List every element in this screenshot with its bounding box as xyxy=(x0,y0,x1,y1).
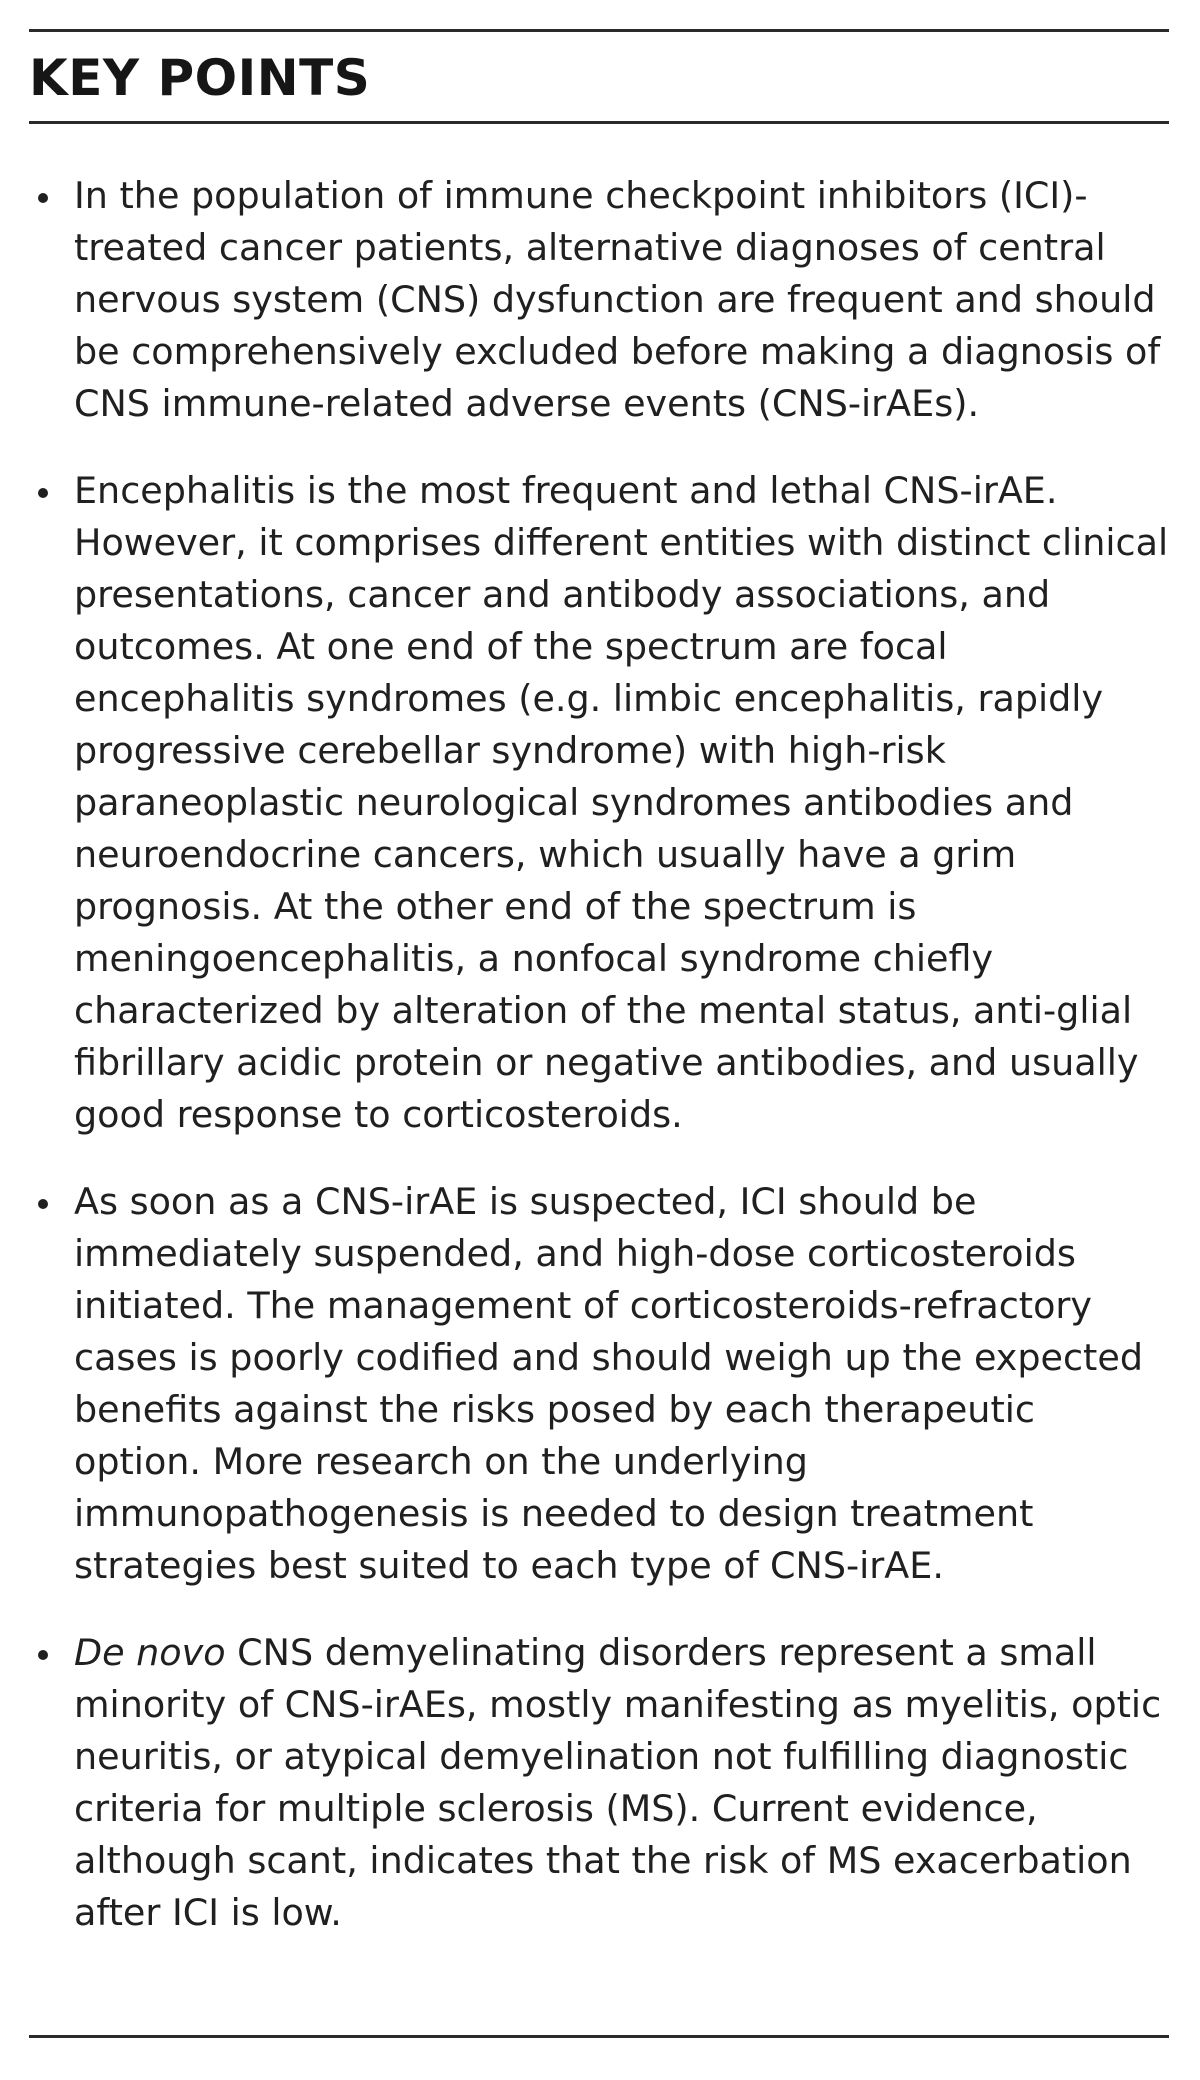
key-points-heading: KEY POINTS xyxy=(29,49,371,107)
heading-underline-rule xyxy=(29,121,1169,124)
key-point-2 xyxy=(29,465,1169,1141)
key-point-3-text: As soon as a CNS-irAE is suspected, ICI should be immediately suspended, and high-dose corticosteroids initiated. The management of corticosteroids-refractory cases is poorly codified and should weigh up the expected benefits against the risks posed by each therapeutic option. More research on the underlying immunopathogenesis is needed to design treatment strategies best suited to each type of CNS-irAE. xyxy=(74,1180,1143,1587)
key-point-1-text: In the population of immune checkpoint inhibitors (ICI)-treated cancer patients, alternative diagnoses of central nervous system (CNS) dysfunction are frequent and should be comprehensively excluded before making a diagnosis of CNS immune-related adverse events (CNS-irAEs). xyxy=(74,174,1161,425)
key-point-2-text: Encephalitis is the most frequent and lethal CNS-irAE. However, it comprises different entities with distinct clinical presentations, cancer and antibody associations, and outcomes. At one end of the spectrum are focal encephalitis syndromes (e.g. limbic encephalitis, rapidly progressive cerebellar syndrome) with high-risk paraneoplastic neurological syndromes antibodies and neuroendocrine cancers, which usually have a grim prognosis. At the other end of the spectrum is meningoencephalitis, a nonfocal syndrome chiefly characterized by alteration of the mental status, anti-glial fibrillary acidic protein or negative antibodies, and usually good response to corticosteroids. xyxy=(74,469,1169,1136)
key-point-3 xyxy=(29,1176,1169,1592)
top-rule xyxy=(29,29,1169,32)
bullet-icon xyxy=(38,488,48,498)
key-point-4-text: CNS demyelinating disorders represent a small minority of CNS-irAEs, mostly manifesting as myelitis, optic neuritis, or atypical demyelination not fulfilling diagnostic criteria for multiple sclerosis (MS). Current evidence, although scant, indicates that the risk of MS exacerbation after ICI is low. xyxy=(74,1631,1162,1934)
key-point-4-lead: De novo xyxy=(74,1631,226,1674)
key-point-4 xyxy=(29,1627,1169,1939)
bottom-rule xyxy=(29,2035,1169,2038)
bullet-icon xyxy=(38,193,48,203)
key-points-list xyxy=(29,170,1169,1939)
bullet-icon xyxy=(38,1650,48,1660)
bullet-icon xyxy=(38,1199,48,1209)
key-point-1 xyxy=(29,170,1169,430)
